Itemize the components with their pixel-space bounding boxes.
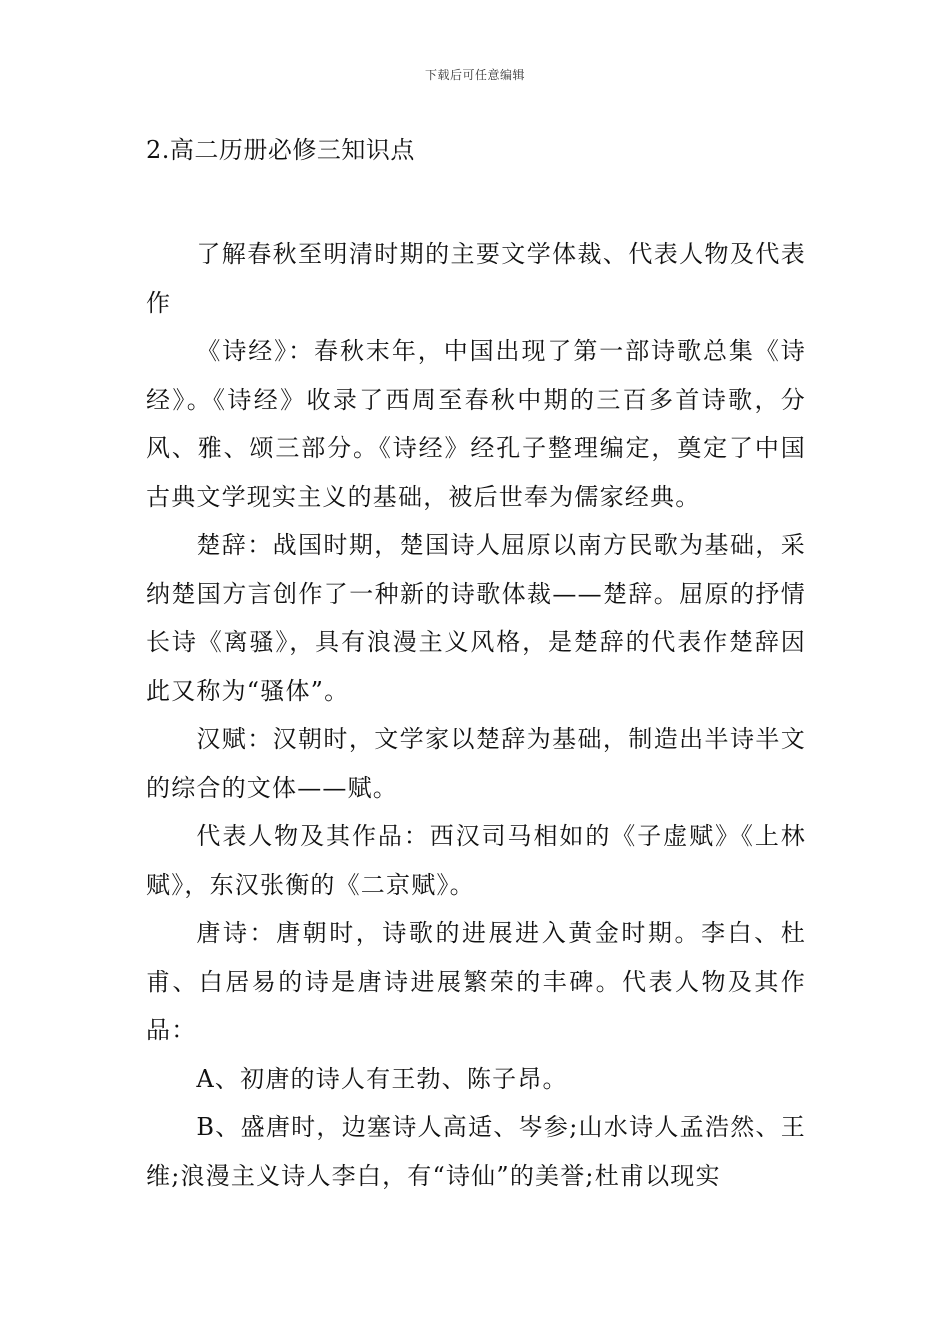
paragraph-hanfu-authors: 代表人物及其作品：西汉司马相如的《子虚赋》《上林赋》，东汉张衡的《二京赋》。: [146, 822, 806, 899]
paragraph-early-tang: A、初唐的诗人有王勃、陈子昂。: [196, 1064, 568, 1093]
paragraph-intro: 了解春秋至明清时期的主要文学体裁、代表人物及代表作: [146, 240, 806, 317]
paragraph-high-tang: B、盛唐时，边塞诗人高适、岑参;山水诗人孟浩然、王维;浪漫主义诗人李白，有“诗仙”的美誉;杜甫以现实: [146, 1113, 806, 1190]
header-note: 下载后可任意编辑: [424, 68, 525, 82]
body-text: [146, 230, 806, 1200]
paragraph-tangshi: 唐诗：唐朝时，诗歌的进展进入黄金时期。李白、杜甫、白居易的诗是唐诗进展繁荣的丰碑。代表人物及其作品：: [146, 919, 806, 1044]
paragraph-chuci: 楚辞：战国时期，楚国诗人屈原以南方民歌为基础，采纳楚国方言创作了一种新的诗歌体裁——楚辞。屈原的抒情长诗《离骚》，具有浪漫主义风格，是楚辞的代表作楚辞因此又称为“骚体”。: [146, 531, 806, 705]
paragraph-hanfu: 汉赋：汉朝时，文学家以楚辞为基础，制造出半诗半文的综合的文体——赋。: [146, 725, 806, 802]
paragraph-shijing: 《诗经》：春秋末年，中国出现了第一部诗歌总集《诗经》。《诗经》收录了西周至春秋中期的三百多首诗歌，分风、雅、颂三部分。《诗经》经孔子整理编定，奠定了中国古典文学现实主义的基础，被后世奉为儒家经典。: [146, 337, 806, 511]
section-heading: 2.高二历册必修三知识点: [146, 136, 415, 164]
